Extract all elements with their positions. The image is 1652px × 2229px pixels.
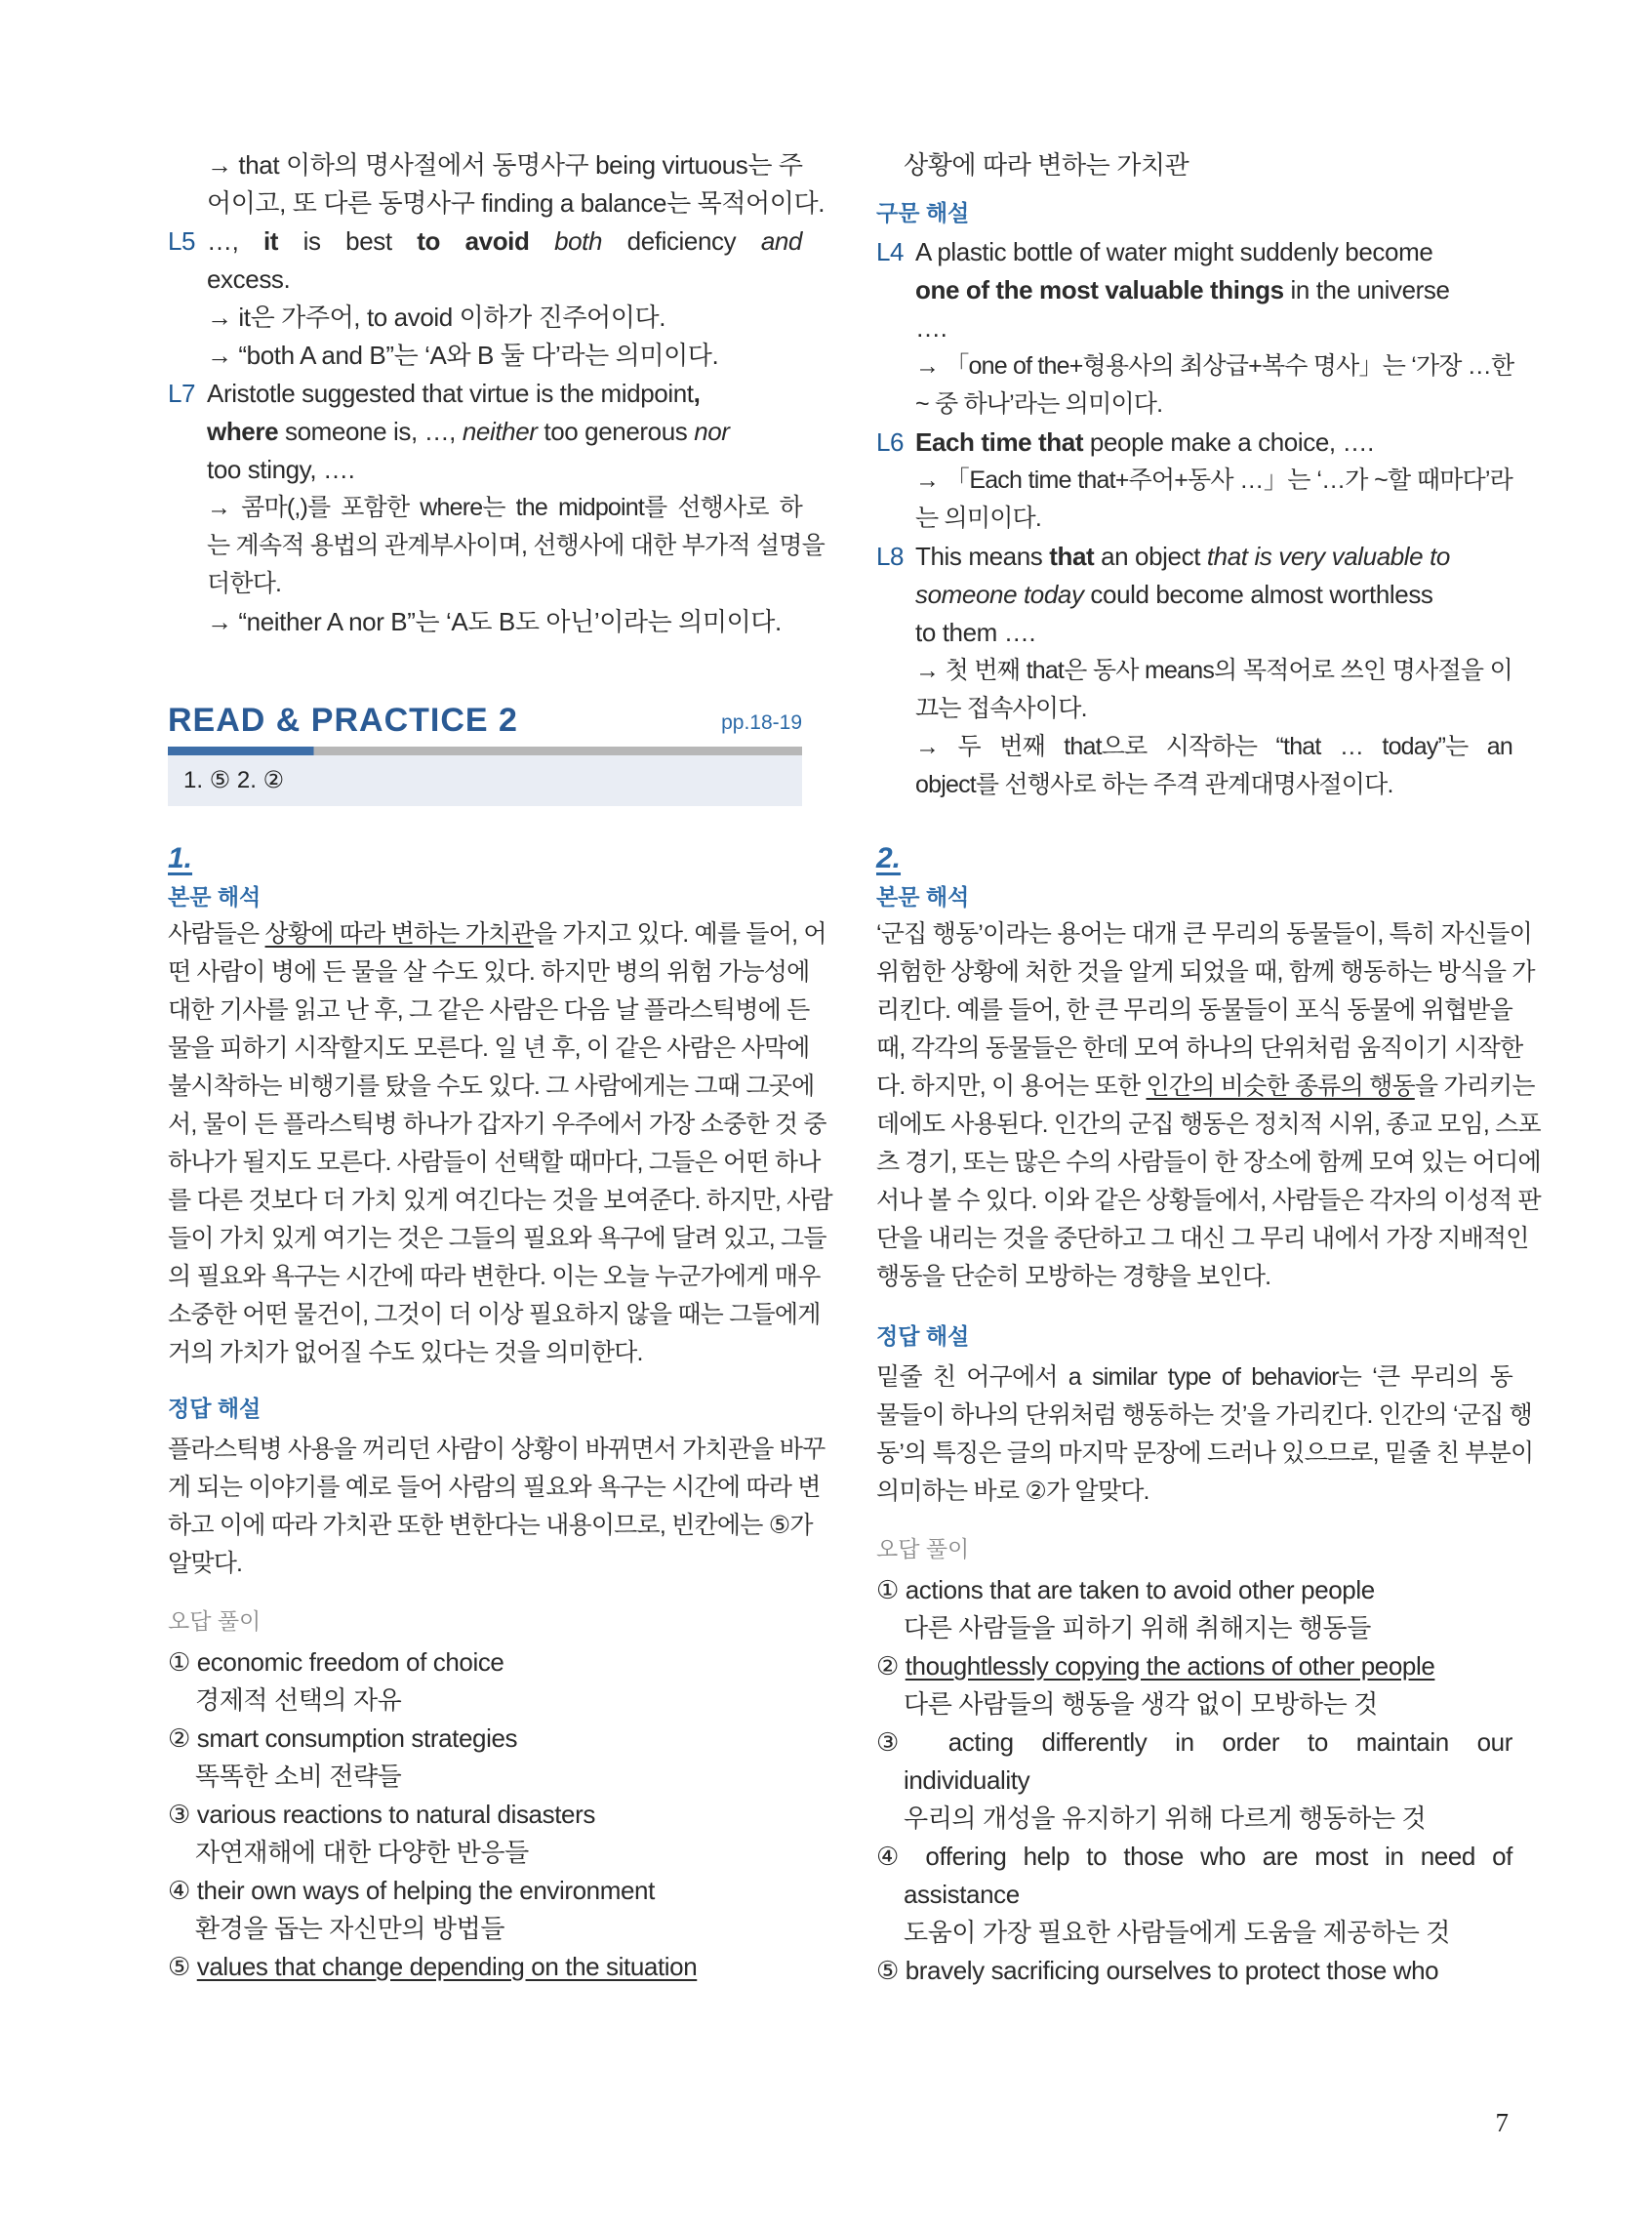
translation-line: 츠 경기, 또는 많은 수의 사람들이 한 장소에 함께 모여 있는 어디에 (876, 1149, 1541, 1176)
right-column (876, 146, 1541, 1990)
read-practice-title: READ & PRACTICE 2 (168, 702, 518, 739)
translation-line: 데에도 사용된다. 인간의 군집 행동은 정치적 시위, 종교 모임, 스포 (876, 1111, 1541, 1138)
l5-sentence: L5 …, it is best to avoid both deficiency and (168, 223, 802, 261)
l5-sentence-cont: excess. (207, 264, 291, 294)
translation-line: 서, 물이 든 플라스틱병 하나가 갑자기 우주에서 가장 소중한 것 중 (168, 1111, 826, 1138)
answer-line: 의미하는 바로 ②가 알맞다. (876, 1478, 1149, 1505)
option-2-en: ② smart consumption strategies (168, 1723, 518, 1753)
wrong-answer-heading: 오답 풀이 (168, 1608, 262, 1634)
translation-line: 사람들은 상황에 따라 변하는 가치관을 가지고 있다. 예를 들어, 어 (168, 920, 826, 948)
translation-line: 물을 피하기 시작할지도 모른다. 일 년 후, 이 같은 사람은 사막에 (168, 1034, 810, 1062)
translation-line: 불시착하는 비행기를 탔을 수도 있다. 그 사람에게는 그때 그곳에 (168, 1073, 815, 1100)
option-4-en: ④ their own ways of helping the environment (168, 1876, 655, 1905)
translation-heading: 본문 해석 (168, 884, 262, 910)
translation-line: 서나 볼 수 있다. 이와 같은 상황들에서, 사람들은 각자의 이성적 판 (876, 1187, 1541, 1214)
option-3-en: ③ acting differently in order to maintain our (876, 1727, 1512, 1757)
l6-note-cont: 는 의미이다. (915, 505, 1042, 532)
l4-sentence: L4 A plastic bottle of water might suddenly become (876, 233, 1512, 271)
answer-line: 물들이 하나의 단위처럼 행동하는 것’을 가리킨다. 인간의 ‘군집 행 (876, 1401, 1532, 1429)
answer-heading: 정답 해설 (876, 1323, 970, 1349)
line-ref: L5 (168, 226, 196, 256)
l4-sentence-end: …. (915, 313, 947, 343)
option-4-ko: 도움이 가장 필요한 사람들에게 도움을 제공하는 것 (904, 1918, 1450, 1947)
translation-line: ‘군집 행동’이라는 용어는 대개 큰 무리의 동물들이, 특히 자신들이 (876, 920, 1532, 948)
translation-line: 위험한 상황에 처한 것을 알게 되었을 때, 함께 행동하는 방식을 가 (876, 958, 1535, 986)
l3-translation-cont: 상황에 따라 변하는 가치관 (904, 150, 1189, 180)
l8-note-1: → 첫 번째 that은 동사 means의 목적어로 쓰인 명사절을 이 (915, 657, 1512, 684)
translation-line: 때, 각각의 동물들은 한데 모여 하나의 단위처럼 움직이기 시작한 (876, 1034, 1523, 1062)
l8-sentence-end: to them …. (915, 618, 1036, 647)
translation-line: 행동을 단순히 모방하는 경향을 보인다. (876, 1263, 1271, 1290)
answer-key-box: 1. ⑤ 2. ② (168, 755, 802, 806)
header-bar (168, 747, 802, 755)
line-ref: L4 (876, 237, 905, 266)
l7-note-1: → 콤마(,)를 포함한 where는 the midpoint를 선행사로 하 (207, 494, 802, 521)
l4-note-cont: ~ 중 하나’라는 의미이다. (915, 390, 1163, 418)
read-practice-header (168, 702, 802, 747)
l7-sentence: L7 Aristotle suggested that virtue is the midpoint, (168, 375, 802, 413)
translation-line: 하나가 될지도 모른다. 사람들이 선택할 때마다, 그들은 어떤 하나 (168, 1149, 821, 1176)
page-number: 7 (1495, 2108, 1509, 2137)
option-1-en: ① actions that are taken to avoid other people (876, 1575, 1375, 1604)
l6-sentence: L6 Each time that people make a choice, …. (876, 424, 1512, 462)
answer-line: 밑줄 친 어구에서 a similar type of behavior는 ‘큰 무리의 동 (876, 1363, 1512, 1391)
translation-line: 리킨다. 예를 들어, 한 큰 무리의 동물들이 포식 동물에 위협받을 (876, 996, 1512, 1024)
translation-line: 들이 가치 있게 여기는 것은 그들의 필요와 욕구에 달려 있고, 그들 (168, 1225, 826, 1252)
option-2-ko: 똑똑한 소비 전략들 (195, 1762, 402, 1791)
translation-line: 소중한 어떤 물건이, 그것이 더 이상 필요하지 않을 때는 그들에게 (168, 1301, 821, 1328)
question-2-number: 2. (876, 842, 902, 874)
option-5-en: ⑤ bravely sacrificing ourselves to protect those who (876, 1956, 1439, 1985)
syntax-heading: 구문 해설 (876, 200, 970, 225)
l4-note: → 「one of the+형용사의 최상급+복수 명사」는 ‘가장 …한 (915, 352, 1514, 380)
page-range: pp.18-19 (721, 711, 802, 734)
l3-note-cont: 어이고, 또 다른 동명사구 finding a balance는 목적어이다. (207, 188, 826, 218)
option-2-ko: 다른 사람들의 행동을 생각 없이 모방하는 것 (904, 1689, 1378, 1719)
l4-sentence-cont: one of the most valuable things in the universe (915, 275, 1450, 304)
l3-note: → that 이하의 명사절에서 동명사구 being virtuous는 주 (207, 150, 803, 180)
translation-line: 대한 기사를 읽고 난 후, 그 같은 사람은 다음 날 플라스틱병에 든 (168, 996, 810, 1024)
answer-line: 알맞다. (168, 1550, 243, 1577)
option-3-en-cont: individuality (904, 1765, 1030, 1795)
l6-note: → 「Each time that+주어+동사 …」는 ‘…가 ~할 때마다’라 (915, 466, 1512, 494)
line-ref: L8 (876, 542, 905, 571)
translation-line: 떤 사람이 병에 든 물을 살 수도 있다. 하지만 병의 위험 가능성에 (168, 958, 810, 986)
l7-sentence-cont: where someone is, …, neither too generous nor (207, 417, 730, 446)
answer-line: 플라스틱병 사용을 꺼리던 사람이 상황이 바뀌면서 가치관을 바꾸 (168, 1436, 826, 1463)
l8-sentence-cont: someone today could become almost worthless (915, 580, 1433, 609)
option-4-en: ④ offering help to those who are most in need of (876, 1842, 1512, 1871)
question-1-number: 1. (168, 842, 193, 874)
l8-sentence: L8 This means that an object that is very valuable to (876, 538, 1512, 576)
option-2-en: ② thoughtlessly copying the actions of other people (876, 1651, 1435, 1681)
option-3-en: ③ various reactions to natural disasters (168, 1800, 595, 1829)
wrong-answer-heading: 오답 풀이 (876, 1536, 970, 1561)
l8-note-1-cont: 끄는 접속사이다. (915, 695, 1087, 722)
l7-note-1c: 더한다. (207, 570, 282, 597)
line-ref: L7 (168, 379, 196, 408)
l8-note-2: → 두 번째 that으로 시작하는 “that … today”는 an (915, 733, 1512, 760)
translation-heading: 본문 해석 (876, 884, 970, 910)
answer-line: 하고 이에 따라 가치관 또한 변한다는 내용이므로, 빈칸에는 ⑤가 (168, 1512, 813, 1539)
option-4-ko: 환경을 돕는 자신만의 방법들 (195, 1914, 505, 1943)
option-3-ko: 우리의 개성을 유지하기 위해 다르게 행동하는 것 (904, 1803, 1427, 1833)
l5-note-1: → it은 가주어, to avoid 이하가 진주어이다. (207, 303, 666, 332)
option-1-ko: 다른 사람들을 피하기 위해 취해지는 행동들 (904, 1613, 1372, 1642)
l5-note-2: → “both A and B”는 ‘A와 B 둘 다’라는 의미이다. (207, 341, 719, 370)
left-column (168, 146, 832, 1986)
l7-note-1b: 는 계속적 용법의 관계부사이며, 선행사에 대한 부가적 설명을 (207, 532, 825, 559)
translation-line: 의 필요와 욕구는 시간에 따라 변한다. 이는 오늘 누군가에게 매우 (168, 1263, 821, 1290)
answer-heading: 정답 해설 (168, 1396, 262, 1421)
l7-note-2: → “neither A nor B”는 ‘A도 B도 아닌’이라는 의미이다. (207, 607, 782, 636)
option-5-en: ⑤ values that change depending on the situation (168, 1952, 698, 1981)
translation-line: 를 다른 것보다 더 가치 있게 여긴다는 것을 보여준다. 하지만, 사람 (168, 1187, 832, 1214)
answer-line: 게 되는 이야기를 예로 들어 사람의 필요와 욕구는 시간에 따라 변 (168, 1474, 821, 1501)
option-1-ko: 경제적 선택의 자유 (195, 1685, 402, 1715)
translation-line: 단을 내리는 것을 중단하고 그 대신 그 무리 내에서 가장 지배적인 (876, 1225, 1529, 1252)
translation-line: 거의 가치가 없어질 수도 있다는 것을 의미한다. (168, 1339, 643, 1366)
line-ref: L6 (876, 427, 905, 457)
option-3-ko: 자연재해에 대한 다양한 반응들 (195, 1838, 529, 1867)
answer-line: 동’의 특징은 글의 마지막 문장에 드러나 있으므로, 밑줄 친 부분이 (876, 1439, 1534, 1467)
option-4-en-cont: assistance (904, 1880, 1020, 1909)
l8-note-2-cont: object를 선행사로 하는 주격 관계대명사절이다. (915, 771, 1393, 798)
translation-line: 다. 하지만, 이 용어는 또한 인간의 비슷한 종류의 행동을 가리키는 (876, 1073, 1535, 1100)
option-1-en: ① economic freedom of choice (168, 1647, 504, 1677)
l7-sentence-end: too stingy, …. (207, 455, 355, 484)
